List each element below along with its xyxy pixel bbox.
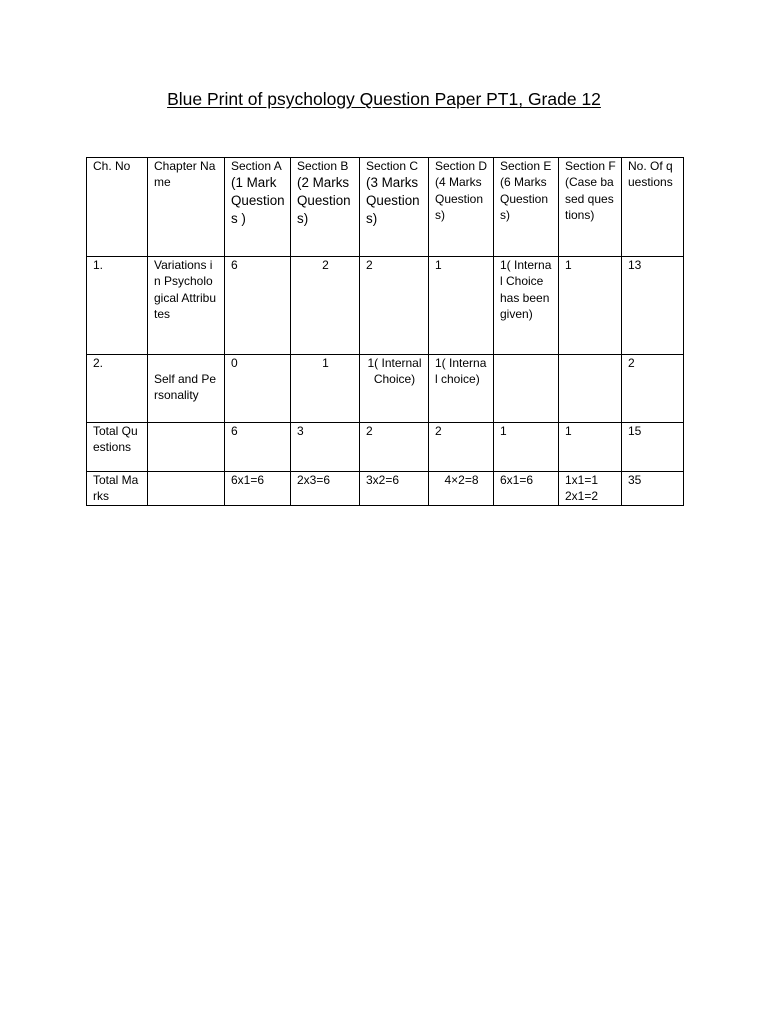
section-a-name: Section A [231,159,282,173]
cell-section-b: 3 [291,423,360,472]
section-a-desc: (1 Mark Questions ) [231,175,285,227]
section-d-desc: (4 Marks Questions) [435,175,484,222]
cell-section-e: 6x1=6 [494,472,559,506]
table-row [87,355,684,423]
cell-section-b: 2 [291,257,360,355]
header-chapter-name: Chapter Name [148,158,225,257]
cell-chapter-name: Variations in Psychological Attributes [148,257,225,355]
cell-section-e [494,355,559,423]
cell-section-c: 2 [360,423,429,472]
cell-section-b: 1 [291,355,360,423]
cell-section-d: 4×2=8 [429,472,494,506]
total-marks-row [87,472,684,506]
header-section-e [494,158,559,257]
cell-section-c: 3x2=6 [360,472,429,506]
section-f-marks-line1: 1x1=1 [565,473,599,487]
cell-chapter-name: Self and Personality [148,355,225,423]
cell-section-a: 0 [225,355,291,423]
cell-ch-no: 1. [87,257,148,355]
cell-section-a: 6 [225,423,291,472]
total-questions-label: Total Questions [87,423,148,472]
section-c-name: Section C [366,159,419,173]
header-section-d [429,158,494,257]
cell-section-f [559,355,622,423]
cell-section-a: 6 [225,257,291,355]
cell-section-e: 1 [494,423,559,472]
cell-section-c: 1( Internal Choice) [360,355,429,423]
section-b-desc: (2 Marks Questions) [297,175,351,227]
section-d-name: Section D [435,159,488,173]
cell-chapter-name [148,472,225,506]
cell-ch-no: 2. [87,355,148,423]
blueprint-table [86,157,684,506]
section-f-desc: (Case based questions) [565,175,614,222]
section-e-desc: (6 Marks Questions) [500,175,549,222]
header-section-f [559,158,622,257]
section-f-name: Section F [565,159,616,173]
table-header-row [87,158,684,257]
cell-chapter-name [148,423,225,472]
table-row [87,257,684,355]
document-title [0,88,768,110]
header-ch-no: Ch. No [87,158,148,257]
cell-section-d: 1 [429,257,494,355]
cell-no-of-questions: 2 [622,355,684,423]
cell-section-f: 1 [559,423,622,472]
document-title-text: Blue Print of psychology Question Paper PT1, Grade 12 [167,89,601,109]
section-f-marks-line2: 2x1=2 [565,489,599,504]
cell-section-f [559,472,622,506]
total-questions-row [87,423,684,472]
section-b-name: Section B [297,159,349,173]
header-no-of-questions: No. Of questions [622,158,684,257]
total-marks-value: 35 [622,472,684,506]
cell-section-d: 1( Internal choice) [429,355,494,423]
section-c-desc: (3 Marks Questions) [366,175,420,227]
total-marks-label: Total Marks [87,472,148,506]
total-questions-value: 15 [622,423,684,472]
header-section-b [291,158,360,257]
header-section-a [225,158,291,257]
cell-section-d: 2 [429,423,494,472]
cell-section-c: 2 [360,257,429,355]
section-e-name: Section E [500,159,552,173]
cell-section-a: 6x1=6 [225,472,291,506]
cell-section-e: 1( Internal Choice has been given) [494,257,559,355]
cell-section-f: 1 [559,257,622,355]
header-section-c [360,158,429,257]
cell-no-of-questions: 13 [622,257,684,355]
cell-section-b: 2x3=6 [291,472,360,506]
